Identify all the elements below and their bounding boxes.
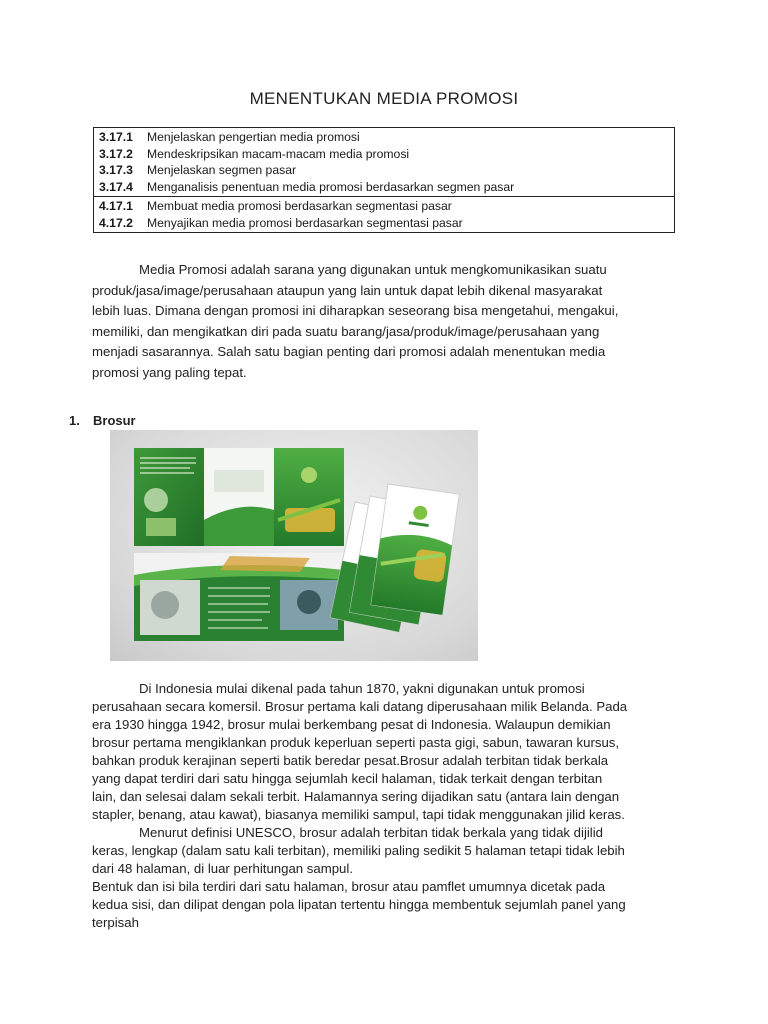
intro-paragraph xyxy=(92,260,672,384)
paragraph-line: stapler, benang, atau kawat), biasanya memiliki sampul, tapi tidak menggunakan jilid keras. xyxy=(92,807,625,822)
objective-text: Membuat media promosi berdasarkan segmentasi pasar xyxy=(147,199,452,213)
paragraph-line: lain, dan selesai dalam sekali terbit. Halamannya sering dijadikan satu (antara lain dengan xyxy=(92,789,620,804)
objective-number: 3.17.1 xyxy=(99,130,133,144)
brochure-bottom-spread xyxy=(134,553,344,641)
paragraph-line: dari 48 halaman, di luar perhitungan sampul. xyxy=(92,861,353,876)
objective-row xyxy=(99,198,674,215)
objective-text: Menganalisis penentuan media promosi berdasarkan segmen pasar xyxy=(147,179,515,194)
paragraph-line: Menurut definisi UNESCO, brosur adalah terbitan tidak berkala yang tidak dijilid xyxy=(139,825,603,840)
paragraph-line: Di Indonesia mulai dikenal pada tahun 1870, yakni digunakan untuk promosi xyxy=(139,681,585,696)
paragraph-line: bahkan produk kerajinan seperti batik beredar pesat.Brosur adalah terbitan tidak berkala xyxy=(92,753,609,768)
objective-row xyxy=(99,129,674,146)
brochure-stack xyxy=(330,484,459,632)
objective-number: 3.17.2 xyxy=(99,146,133,161)
paragraph-line: Media Promosi adalah sarana yang digunakan untuk mengkomunikasikan suatu xyxy=(139,262,607,277)
section-heading-text: Brosur xyxy=(93,413,136,428)
paragraph-line: kedua sisi, dan dilipat dengan pola lipatan tertentu hingga membentuk sejumlah panel yang xyxy=(92,897,626,912)
brochure-illustration xyxy=(110,430,478,661)
objective-row xyxy=(99,215,674,232)
brochure-top-spread xyxy=(134,448,344,546)
objective-row xyxy=(99,146,674,163)
objective-text: Menjelaskan segmen pasar xyxy=(147,163,297,177)
paragraph-line: promosi yang paling tepat. xyxy=(92,364,247,380)
brochure-image xyxy=(110,430,478,661)
objective-row xyxy=(99,162,674,179)
paragraph-line: era 1930 hingga 1942, brosur mulai berkembang pesat di Indonesia. Walaupun demikian xyxy=(92,717,611,732)
objective-number: 3.17.3 xyxy=(99,163,133,177)
paragraph-line: brosur pertama mengiklankan produk keperluan seperti pasta gigi, sabun, tawaran kursus, xyxy=(92,735,620,750)
objectives-table xyxy=(93,127,675,233)
section-heading-brosur xyxy=(69,413,136,428)
objective-number: 3.17.4 xyxy=(99,179,133,194)
objectives-group-skills xyxy=(94,196,674,232)
objectives-group-knowledge xyxy=(94,128,674,196)
list-number: 1. xyxy=(69,413,80,428)
objective-number: 4.17.2 xyxy=(99,215,133,230)
paragraph-line: yang dapat terdiri dari satu hingga sejumlah kecil halaman, tidak terkait dengan terbitan xyxy=(92,771,603,786)
objective-row xyxy=(99,179,674,196)
objective-number: 4.17.1 xyxy=(99,199,133,213)
paragraph-line: produk/jasa/image/perusahaan ataupun yang lain untuk dapat lebih dikenal masyarakat xyxy=(92,282,603,298)
paragraph-line: terpisah xyxy=(92,915,139,930)
paragraph-line: menjadi sasarannya. Salah satu bagian penting dari promosi adalah menentukan media xyxy=(92,344,606,360)
page-title: MENENTUKAN MEDIA PROMOSI xyxy=(249,89,519,108)
objective-text: Menjelaskan pengertian media promosi xyxy=(147,130,360,144)
paragraph-line: lebih luas. Dimana dengan promosi ini diharapkan seseorang bisa mengetahui, mengakui, xyxy=(92,303,619,319)
paragraph-line: Bentuk dan isi bila terdiri dari satu halaman, brosur atau pamflet umumnya dicetak pada xyxy=(92,879,606,894)
paragraph-line: perusahaan secara komersil. Brosur pertama kali datang diperusahaan milik Belanda. Pada xyxy=(92,699,628,714)
objective-text: Mendeskripsikan macam-macam media promosi xyxy=(147,146,410,161)
brosur-paragraph xyxy=(92,680,672,932)
objective-text: Menyajikan media promosi berdasarkan segmentasi pasar xyxy=(147,215,463,230)
paragraph-line: memiliki, dan mengikatkan diri pada suatu barang/jasa/produk/image/perusahaan yang xyxy=(92,323,600,339)
paragraph-line: keras, lengkap (dalam satu kali terbitan), memiliki paling sedikit 5 halaman tetapi tidak lebih xyxy=(92,843,625,858)
